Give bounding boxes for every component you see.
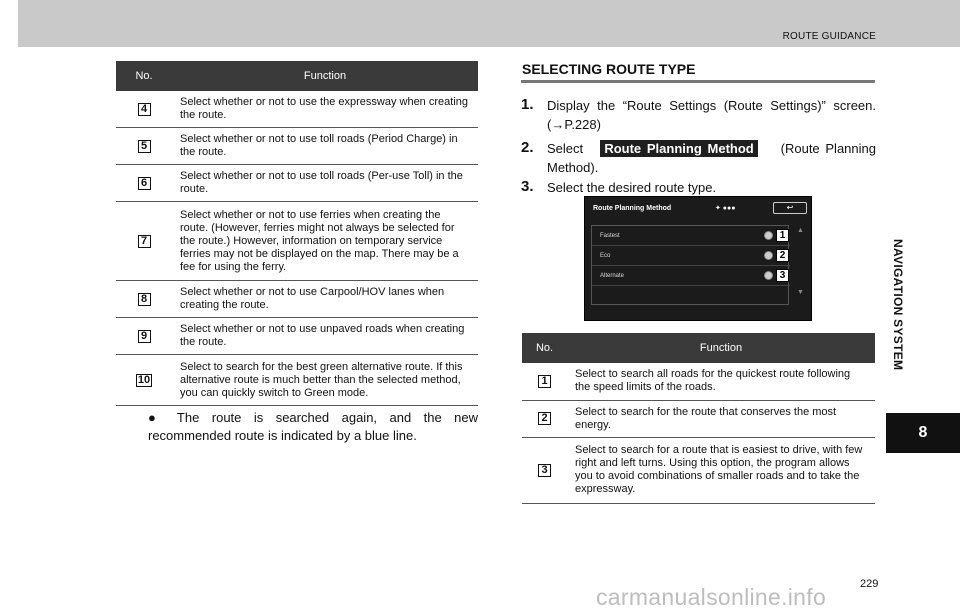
step-text-before: Select — [547, 141, 584, 156]
table-row — [116, 128, 478, 165]
route-option[interactable] — [592, 266, 790, 286]
step-text: Display the “Route Settings (Route Settings)” screen. (→P.228) — [547, 98, 876, 132]
callout-number: 2 — [776, 249, 789, 262]
step-text: Select the desired route type. — [547, 180, 717, 195]
row-number-cell — [522, 400, 567, 437]
number-box: 6 — [138, 177, 151, 190]
step-number: 3. — [521, 178, 534, 195]
bullet-note — [148, 409, 478, 445]
column-header-function: Function — [172, 61, 478, 91]
table-row — [522, 363, 875, 400]
table-header-row — [522, 333, 875, 363]
row-function-cell: Select whether or not to use toll roads (Per-use Toll) in the route. — [172, 165, 478, 202]
number-box: 7 — [138, 235, 151, 248]
route-planning-method-button-label: Route Planning Method — [600, 140, 757, 157]
section-side-label — [882, 205, 914, 405]
row-number-cell — [116, 91, 172, 128]
table-row — [116, 165, 478, 202]
chapter-tab: 8 — [886, 413, 960, 453]
route-option-label: Alternate — [600, 273, 625, 279]
row-function-cell: Select whether or not to use Carpool/HOV lanes when creating the route. — [172, 281, 478, 318]
row-function-cell: Select to search all roads for the quickest route following the speed limits of the roads. — [567, 363, 875, 400]
row-number-cell — [116, 165, 172, 202]
section-side-label-text: NAVIGATION SYSTEM — [891, 239, 905, 371]
section-divider — [521, 80, 875, 83]
table-row — [116, 281, 478, 318]
row-number-cell — [116, 128, 172, 165]
route-option[interactable] — [592, 226, 790, 246]
function-table-left — [116, 61, 478, 406]
number-box: 9 — [138, 330, 151, 343]
number-box: 2 — [538, 412, 551, 425]
step-number: 2. — [521, 139, 534, 156]
section-title: SELECTING ROUTE TYPE — [522, 61, 696, 77]
row-function-cell: Select to search for the route that conserves the most energy. — [567, 400, 875, 437]
row-number-cell — [522, 437, 567, 503]
step-text — [521, 139, 876, 177]
route-option-label: Fastest — [600, 233, 620, 239]
column-header-no: No. — [522, 333, 567, 363]
page-number: 229 — [860, 578, 879, 590]
step-3 — [521, 178, 876, 197]
table-row — [116, 91, 478, 128]
table-row — [116, 202, 478, 281]
row-function-cell: Select whether or not to use the expressway when creating the route. — [172, 91, 478, 128]
number-box: 8 — [138, 293, 151, 306]
row-number-cell — [116, 355, 172, 406]
table-row — [116, 318, 478, 355]
route-option[interactable] — [592, 246, 790, 266]
running-header: ROUTE GUIDANCE — [782, 31, 876, 42]
row-function-cell: Select to search for the best green alternative route. If this alternative route is much better than the selected method, you can quickly switch to Green mode. — [172, 355, 478, 406]
scroll-up-icon[interactable]: ▲ — [797, 227, 804, 234]
radio-icon[interactable] — [764, 251, 773, 260]
step-text-after: (Route Planning Method). — [547, 141, 876, 175]
banner-edge — [0, 0, 18, 47]
row-function-cell: Select whether or not to use unpaved roads when creating the route. — [172, 318, 478, 355]
row-function-cell: Select whether or not to use ferries when creating the route. (However, ferries might not always be selected for the route.) However, information on temporary service ferries may not be displayed on the map. There may be a fee for using the ferry. — [172, 202, 478, 281]
bullet-icon: ● — [148, 410, 165, 425]
function-table-right — [522, 333, 875, 504]
callout-number: 3 — [776, 269, 789, 282]
number-box: 10 — [137, 373, 151, 386]
radio-icon[interactable] — [764, 271, 773, 280]
callout-number: 1 — [776, 229, 789, 242]
watermark: carmanualsonline.info — [596, 584, 827, 610]
table-row — [116, 355, 478, 406]
route-option-label: Eco — [600, 253, 611, 259]
step-2 — [521, 139, 876, 177]
step-number: 1. — [521, 96, 534, 113]
number-box: 3 — [538, 464, 551, 477]
step-1 — [521, 96, 876, 134]
bullet-note-text: The route is searched again, and the new recommended route is indicated by a blue line. — [148, 410, 478, 443]
row-number-cell — [116, 318, 172, 355]
table-header-row — [116, 61, 478, 91]
radio-icon[interactable] — [764, 231, 773, 240]
screen-title: Route Planning Method — [593, 205, 672, 212]
route-planning-screen — [584, 196, 812, 321]
table-row — [522, 400, 875, 437]
row-number-cell — [522, 363, 567, 400]
number-box: 1 — [538, 375, 551, 388]
back-arrow-icon[interactable]: ↩ — [773, 202, 807, 214]
scroll-down-icon[interactable]: ▼ — [797, 289, 804, 296]
table-row — [522, 437, 875, 503]
number-box: 4 — [138, 103, 151, 116]
number-box: 5 — [138, 140, 151, 153]
route-option-list — [591, 225, 789, 305]
column-header-function: Function — [567, 333, 875, 363]
row-function-cell: Select whether or not to use toll roads (Period Charge) in the route. — [172, 128, 478, 165]
row-function-cell: Select to search for a route that is easiest to drive, with few right and left turns. Using this option, the program allows you to avoid combinations of smaller roads and to take the expressway. — [567, 437, 875, 503]
signal-icon: ✦ ●●● — [715, 205, 736, 212]
row-number-cell — [116, 281, 172, 318]
column-header-no: No. — [116, 61, 172, 91]
row-number-cell — [116, 202, 172, 281]
